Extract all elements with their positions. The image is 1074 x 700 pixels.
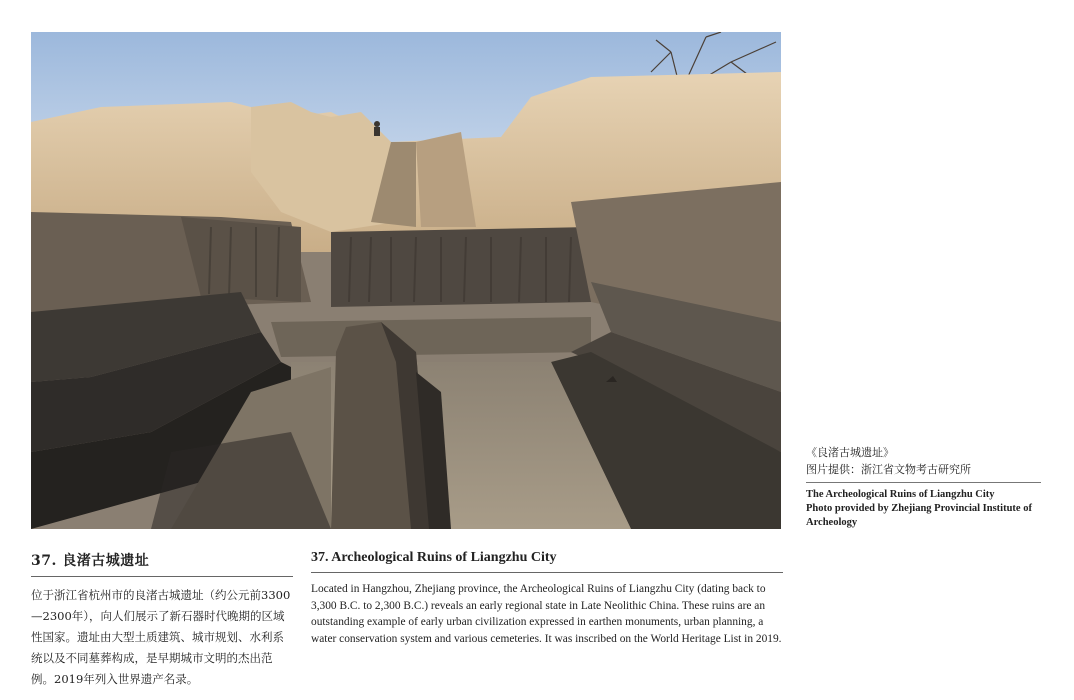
chinese-heading: 37. 良渚古城遗址	[31, 550, 293, 577]
caption-divider	[806, 482, 1041, 483]
caption-credit-zh: 图片提供：浙江省文物考古研究所	[806, 463, 971, 476]
caption-title-zh: 《良渚古城遗址》	[806, 446, 894, 459]
excavation-illustration	[31, 32, 781, 529]
caption-credit-en: Photo provided by Zhejiang Provincial Institute of Archeology	[806, 503, 1032, 528]
photo-caption	[806, 444, 1046, 530]
caption-title-en: The Archeological Ruins of Liangzhu City	[806, 489, 995, 500]
chinese-section	[31, 550, 293, 690]
english-heading: 37. Archeological Ruins of Liangzhu City	[311, 550, 783, 573]
english-body: Located in Hangzhou, Zhejiang province, the Archeological Ruins of Liangzhu City (dating back to 3,300 B.C. to 2,300 B.C.) reveals an early regional state in Late Neolithic China. These ruins are an outstanding example of early urban civilization expressed in earthen monuments, urban planning, a water conservation system and various cemeteries. It was inscribed on the World Heritage List in 2019.	[311, 583, 782, 645]
excavation-photo	[31, 32, 781, 529]
chinese-body: 位于浙江省杭州市的良渚古城遗址（约公元前3300—2300年），向人们展示了新石器时代晚期的区域性国家。遗址由大型土质建筑、城市规划、水利系统以及不同墓葬构成，是早期城市文明的杰出范例。2019年列入世界遗产名录。	[31, 588, 291, 686]
english-section	[311, 550, 783, 647]
